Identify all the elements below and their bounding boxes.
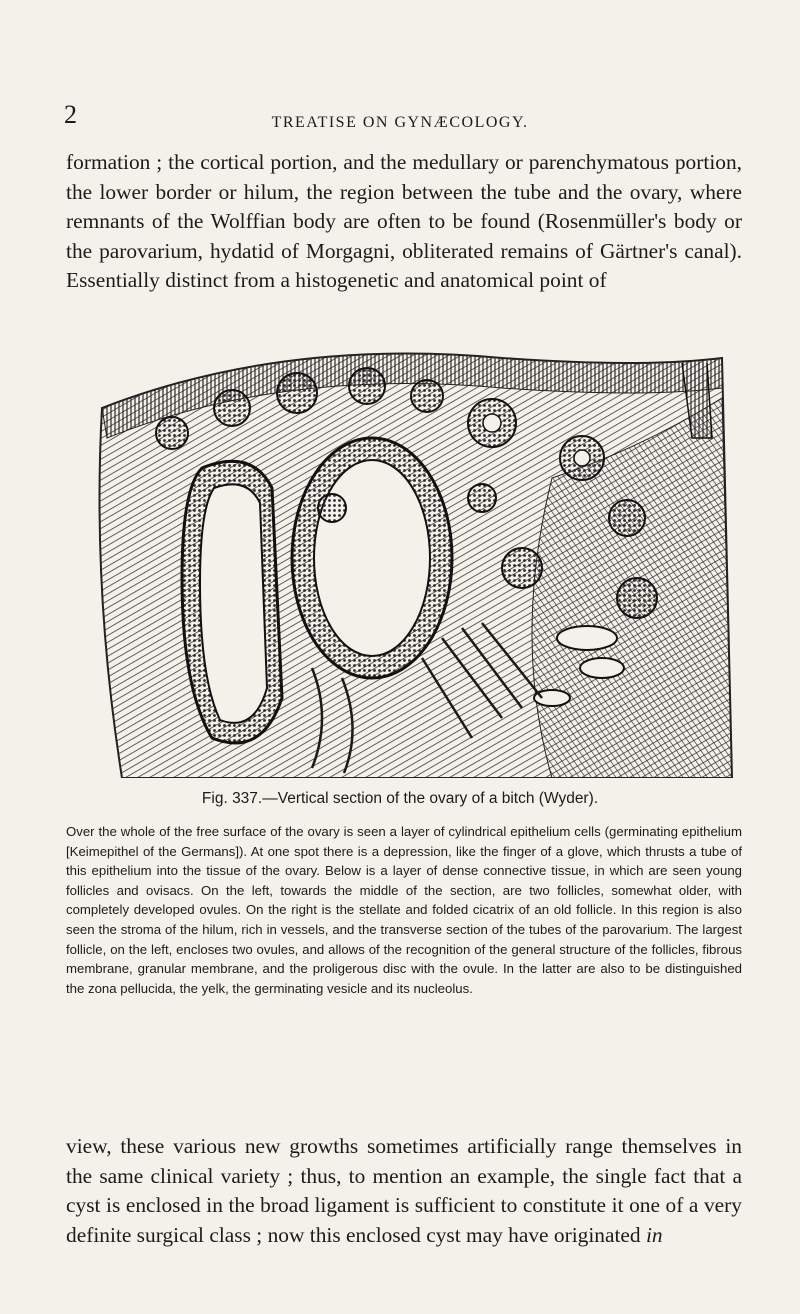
body-paragraph-bottom-text: view, these various new growths sometimes artificially range themselves in the same clinical variety ; thus, to mention an example, the single fact that a cyst is enclosed in the broad ligament is sufficient to constitute it one of a very definite surgical class ; now this enclosed cyst may have originated xyxy=(66,1134,742,1247)
body-paragraph-bottom-italic: in xyxy=(645,1222,663,1247)
figure-caption: Over the whole of the free surface of the ovary is seen a layer of cylindrical epithelium cells (germinating epithelium [Keimepithel of the Germans]). At one spot there is a depression, like the finger of a glove, which thrusts a tube of this epithelium into the tissue of the ovary. Below is a layer of dense connective tissue, in which are seen young follicles and ovisacs. On the left, towards the middle of the section, are two follicles, somewhat older, with completely developed ovules. On the right is the stellate and folded cicatrix of an old follicle. In this region is also seen the stroma of the hilum, rich in vessels, and the transverse section of the tubes of the parovarium. The largest follicle, on the left, encloses two ovules, and allows of the recognition of the general structure of the follicles, fibrous membrane, granular membrane, and the proligerous disc with the ovule. In the latter are also to be distinguished the zona pellucida, the yelk, the germinating vesicle and its nucleolus. xyxy=(66,824,742,996)
running-head: TREATISE ON GYNÆCOLOGY. xyxy=(271,114,529,131)
figure-title: Fig. 337.—Vertical section of the ovary of a bitch (Wyder). xyxy=(201,790,599,807)
page-number: 2 xyxy=(64,100,77,129)
body-paragraph-bottom xyxy=(66,1132,742,1250)
ovary-section-illustration xyxy=(82,338,750,778)
body-paragraph-top: formation ; the cortical portion, and the medullary or parenchymatous portion, the lower border or hilum, the region between the tube and the ovary, where remnants of the Wolffian body are often to be found (Rosenmüller's body or the parovarium, hydatid of Morgagni, obliterated remains of Gärtner's canal). Essentially distinct from a histogenetic and anatomical point of xyxy=(66,150,742,293)
